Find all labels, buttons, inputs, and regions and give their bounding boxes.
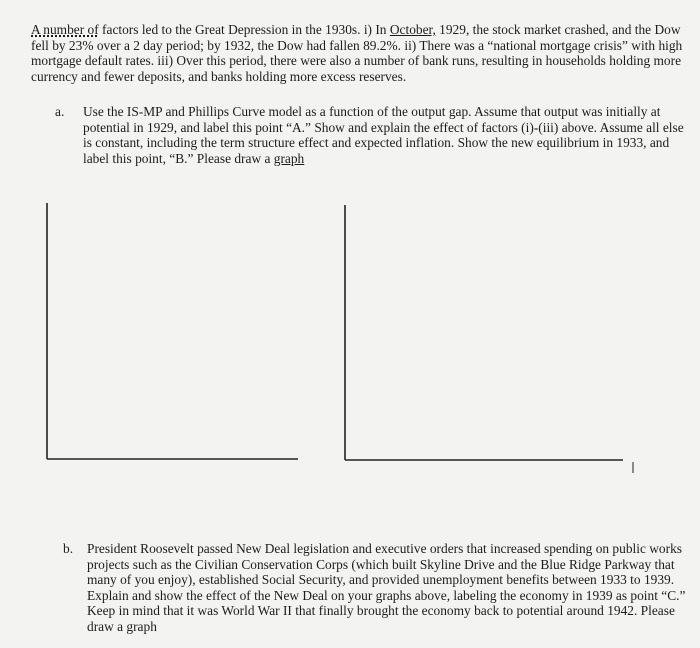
question-a-marker: a. xyxy=(55,104,65,119)
question-a-text: Use the IS-MP and Phillips Curve model as a function of the output gap. Assume that output was initially at potential in 1929, and label this point “A.” Show and explain the effect of factors (i)-(iii) above. Assume all else is constant, including the term structure effect and expected inflation. Show the new equilibrium in 1933, and label this point, “B.” Please draw a xyxy=(83,104,684,166)
intro-lead-link[interactable]: A number of xyxy=(31,22,99,37)
graph-left-axes xyxy=(47,203,298,459)
intro-text-1: factors led to the Great Depression in the 1930s. i) In xyxy=(98,22,390,37)
graph-right-axes xyxy=(345,205,633,473)
question-b xyxy=(63,541,687,635)
question-a-graph-link[interactable]: graph xyxy=(273,150,305,166)
intro-text-2: 1929, the stock market crashed, and the Dow fell by 23% over a 2 day period; by 1932, the Dow had fallen 89.2%. ii) There was a “national mortgage crisis” with high mortgage default rates. iii) Over this period, there were also a number of bank runs, resulting in households holding more currency and fewer deposits, and banks holding more excess reserves. xyxy=(31,22,683,84)
question-b-text: President Roosevelt passed New Deal legislation and executive orders that increased spending on public works projects such as the Civilian Conservation Corps (which built Skyline Drive and the Blue Ridge Parkway that many of you enjoy), established Social Security, and provided unemployment benefits between 1933 to 1939. Explain and show the effect of the New Deal on your graphs above, labeling the economy in 1939 as point “C.” Keep in mind that it was World War II that finally brought the economy back to potential around 1942. Please draw a graph xyxy=(87,541,686,634)
question-b-marker: b. xyxy=(63,541,74,556)
intro-month-link[interactable]: October, xyxy=(389,22,436,37)
